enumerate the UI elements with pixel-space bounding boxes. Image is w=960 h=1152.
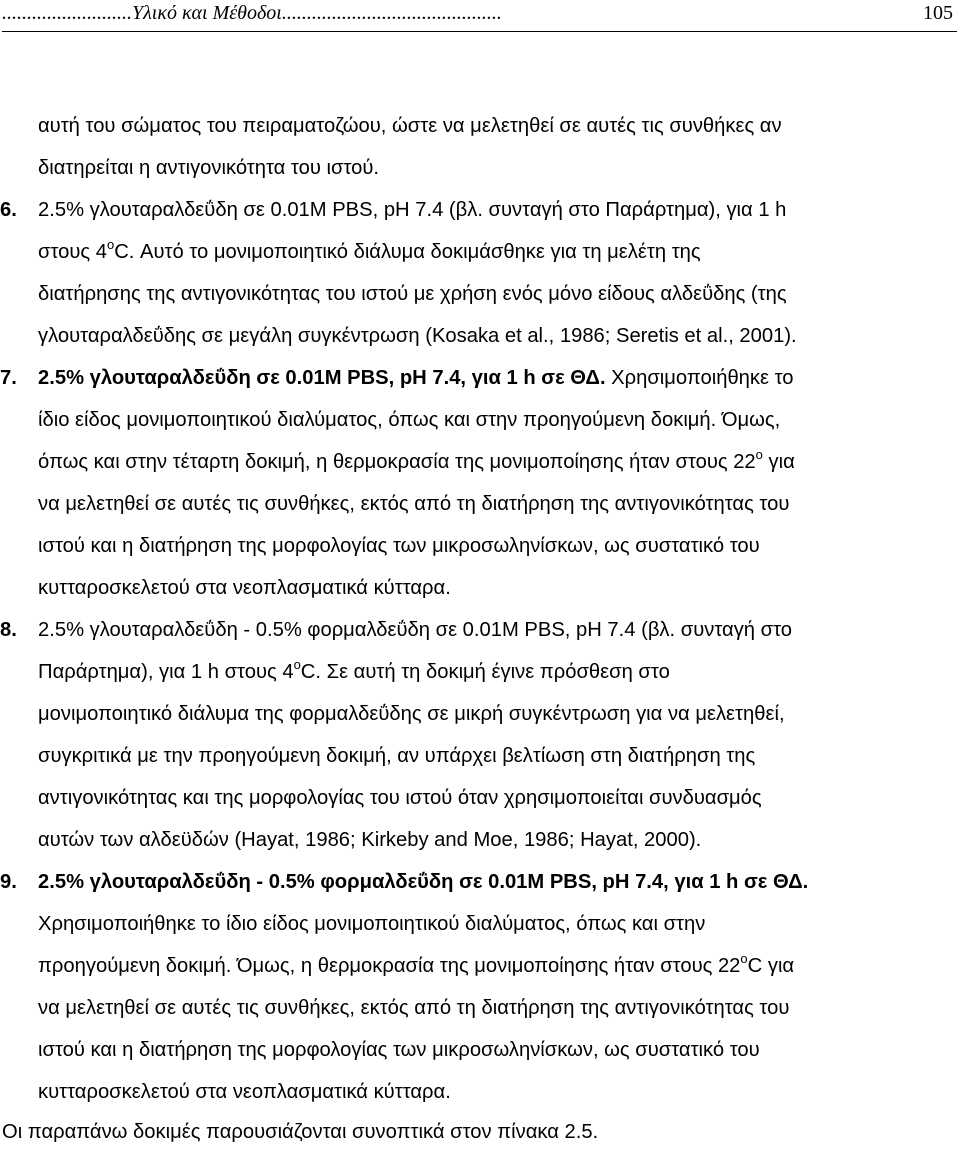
text-span: C. xyxy=(300,661,321,683)
text-line: ιστού και η διατήρηση της μορφολογίας των μικροσωληνίσκων, ως συστατικό του xyxy=(38,535,760,557)
text-span: Σε αυτή τη δοκιμή έγινε πρόσθεση στο xyxy=(320,661,670,683)
text-line: συγκριτικά με την προηγούμενη δοκιμή, αν υπάρχει βελτίωση στη διατήρηση της xyxy=(38,745,756,767)
page-header xyxy=(0,0,960,40)
text-line: διατήρησης της αντιγονικότητας του ιστού με χρήση ενός μόνο είδους αλδεΰδης (της xyxy=(38,283,787,305)
superscript: o xyxy=(740,951,748,966)
item-number: 6. xyxy=(0,199,17,221)
text-span: στους 4 xyxy=(38,241,107,263)
text-span: C. Αυτό το μονιμοποιητικό διάλυμα δοκιμάσθηκε για τη μελέτη της xyxy=(114,241,701,263)
text-line: διατηρείται η αντιγονικότητα του ιστού. xyxy=(38,157,380,179)
text-line: αντιγονικότητας και της μορφολογίας του ιστού όταν χρησιμοποιείται συνδυασμός xyxy=(38,787,762,809)
text-line: γλουταραλδεΰδης σε μεγάλη συγκέντρωση (Kosaka et al., 1986; Seretis et al., 2001). xyxy=(38,325,797,347)
text-line xyxy=(38,946,794,986)
item-number: 9. xyxy=(0,871,17,893)
text-span: Χρησιμοποιήθηκε το xyxy=(605,367,794,389)
text-span: προηγούμενη δοκιμή. Όμως, η θερμοκρασία της μονιμοποίησης ήταν στους 22 xyxy=(38,955,741,977)
text-line xyxy=(38,442,795,482)
text-line: 2.5% γλουταραλδεΰδη - 0.5% φορμαλδεΰδη σε 0.01M PBS, pH 7.4 (βλ. συνταγή στο xyxy=(38,619,793,641)
item-heading: 2.5% γλουταραλδεΰδη σε 0.01M PBS, pH 7.4, για 1 h σε ΘΔ. xyxy=(38,367,606,389)
text-line: να μελετηθεί σε αυτές τις συνθήκες, εκτός από τη διατήρηση της αντιγονικότητας του xyxy=(38,997,790,1019)
text-line xyxy=(38,232,701,272)
text-line: Χρησιμοποιήθηκε το ίδιο είδος μονιμοποιητικού διαλύματος, όπως και στην xyxy=(38,913,706,935)
text-line: κυτταροσκελετού στα νεοπλασματικά κύτταρα. xyxy=(38,577,451,599)
text-line: να μελετηθεί σε αυτές τις συνθήκες, εκτός από τη διατήρηση της αντιγονικότητας του xyxy=(38,493,790,515)
text-span: για xyxy=(762,451,795,473)
list-item-8 xyxy=(0,610,960,650)
page-number: 105 xyxy=(923,2,953,24)
list-item-7 xyxy=(0,358,960,398)
superscript: o xyxy=(293,657,301,672)
text-line: ίδιο είδος μονιμοποιητικού διαλύματος, όπως και στην προηγούμενη δοκιμή. Όμως, xyxy=(38,409,781,431)
item-heading: 2.5% γλουταραλδεΰδη - 0.5% φορμαλδεΰδη σε 0.01M PBS, pH 7.4, για 1 h σε ΘΔ. xyxy=(38,871,809,893)
superscript: o xyxy=(755,447,763,462)
text-line: ιστού και η διατήρηση της μορφολογίας των μικροσωληνίσκων, ως συστατικό του xyxy=(38,1039,760,1061)
item-number: 7. xyxy=(0,367,17,389)
text-line xyxy=(38,358,794,398)
text-line: αυτών των αλδεϋδών (Hayat, 1986; Kirkeby and Moe, 1986; Hayat, 2000). xyxy=(38,829,702,851)
text-line: κυτταροσκελετού στα νεοπλασματικά κύτταρα. xyxy=(38,1081,451,1103)
text-line xyxy=(38,652,670,692)
list-item-6 xyxy=(0,190,960,230)
text-line: 2.5% γλουταραλδεΰδη σε 0.01M PBS, pH 7.4 (βλ. συνταγή στο Παράρτημα), για 1 h xyxy=(38,199,787,221)
list-item-9 xyxy=(0,862,960,902)
running-title: ..........................Υλικό και Μέθοδοι............................................ xyxy=(2,2,502,24)
superscript: o xyxy=(106,237,115,252)
header-rule xyxy=(2,31,957,32)
item-number: 8. xyxy=(0,619,17,641)
text-line: μονιμοποιητικό διάλυμα της φορμαλδεΰδης σε μικρή συγκέντρωση για να μελετηθεί, xyxy=(38,703,785,725)
text-span: όπως και στην τέταρτη δοκιμή, η θερμοκρασία της μονιμοποίησης ήταν στους 22 xyxy=(38,451,756,473)
text-span: Παράρτημα), για 1 h στους 4 xyxy=(38,661,294,683)
text-line: αυτή του σώματος του πειραματοζώου, ώστε να μελετηθεί σε αυτές τις συνθήκες αν xyxy=(38,115,782,137)
summary-line: Οι παραπάνω δοκιμές παρουσιάζονται συνοπτικά στον πίνακα 2.5. xyxy=(2,1121,599,1143)
text-span: C για xyxy=(747,955,795,977)
